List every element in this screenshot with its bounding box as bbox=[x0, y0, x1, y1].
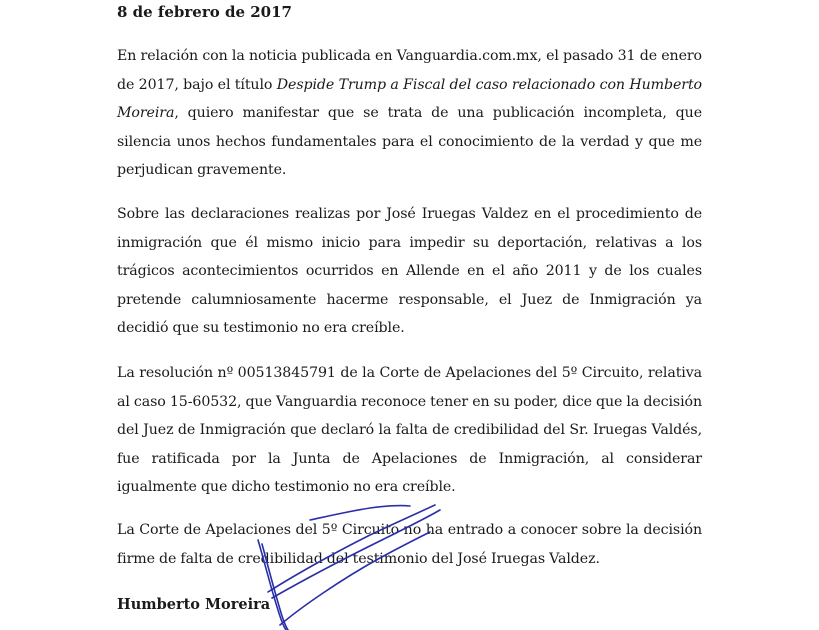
paragraph-1-intro: En relación con la noticia publicada en Vanguardia.com.mx, el pasado 31 de enero de 2017, bajo el título bbox=[117, 48, 702, 93]
letter-date: 8 de febrero de 2017 bbox=[117, 3, 292, 21]
paragraph-2: Sobre las declaraciones realizas por José Iruegas Valdez en el procedimiento de inmigración que él mismo inicio para impedir su deportación, relativas a los trágicos acontecimientos ocurridos en Allende en el año 2011 y de los cuales pretende calumniosamente hacerme responsable, el Juez de Inmigración ya decidió que su testimonio no era creíble. bbox=[117, 206, 702, 337]
article-title: Despide Trump a Fiscal del caso relacionado con Humberto Moreira bbox=[117, 76, 702, 122]
letter-page bbox=[117, 0, 702, 630]
paragraph-3: La resolución nº 00513845791 de la Corte de Apelaciones del 5º Circuito, relativa al caso 15-60532, que Vanguardia reconoce tener en su poder, dice que la decisión del Juez de Inmigración que declaró la falta de credibilidad del Sr. Iruegas Valdés, fue ratificada por la Junta de Apelaciones de Inmigración, al considerar igualmente que dicho testimonio no era creíble. bbox=[117, 365, 702, 496]
paragraph-4: La Corte de Apelaciones del 5º Circuito no ha entrado a conocer sobre la decisión firme de falta de credibilidad del testimonio del José Iruegas Valdez. bbox=[117, 522, 702, 567]
paragraph-1 bbox=[117, 42, 702, 185]
paragraph-1-rest: , quiero manifestar que se trata de una publicación incompleta, que silencia unos hechos fundamentales para el conocimiento de la verdad y que me perjudican gravemente. bbox=[117, 105, 702, 179]
signer-name: Humberto Moreira bbox=[117, 596, 271, 613]
